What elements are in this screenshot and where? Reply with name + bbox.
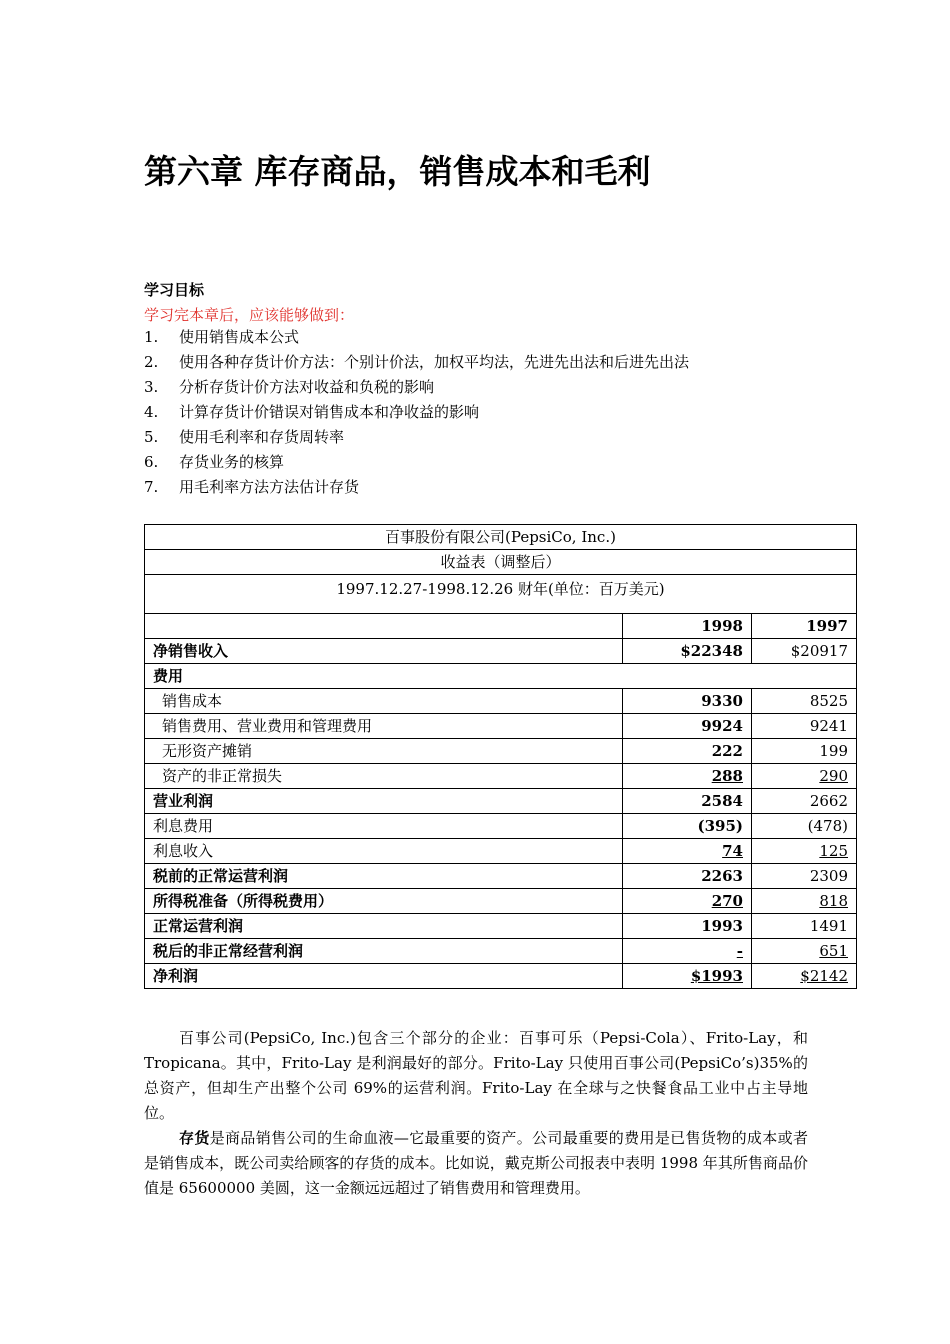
table-row xyxy=(145,964,857,989)
table-row xyxy=(145,889,857,914)
value-1997: 8525 xyxy=(752,689,857,714)
paragraph-inventory-text: 是商品销售公司的生命血液—它最重要的资产。公司最重要的费用是已售货物的成本或者是销售成本，既公司卖给顾客的存货的成本。比如说，戴克斯公司报表中表明 1998 年其所售商品价值是 65600000 美圆，这一金额远远超过了销售费用和管理费用。 xyxy=(144,1129,808,1197)
value-1998: 288 xyxy=(623,764,752,789)
objective-item xyxy=(144,478,689,503)
table-row xyxy=(145,939,857,964)
row-label-operating-profit: 营业利润 xyxy=(145,789,623,814)
table-row xyxy=(145,714,857,739)
row-label-impairment: 资产的非正常损失 xyxy=(145,764,623,789)
value-1997: $20917 xyxy=(752,639,857,664)
objective-item xyxy=(144,453,689,478)
objective-text: 计算存货计价错误对销售成本和净收益的影响 xyxy=(179,403,480,421)
value-1998: (395) xyxy=(623,814,752,839)
objective-text: 用毛利率方法方法估计存货 xyxy=(179,478,360,496)
inventory-keyword: 存货 xyxy=(179,1129,210,1147)
value-1997: $2142 xyxy=(752,964,857,989)
value-1997: 125 xyxy=(752,839,857,864)
table-row xyxy=(145,814,857,839)
objective-number: 5. xyxy=(144,428,159,446)
value-1997: (478) xyxy=(752,814,857,839)
objectives-intro: 学习完本章后，应该能够做到： xyxy=(144,306,355,324)
objective-item xyxy=(144,403,689,428)
objective-item xyxy=(144,428,689,453)
objective-text: 使用销售成本公式 xyxy=(179,328,300,346)
row-label-expenses: 费用 xyxy=(145,664,857,689)
value-1997: 818 xyxy=(752,889,857,914)
objective-item xyxy=(144,378,689,403)
row-label-cost-of-sales: 销售成本 xyxy=(145,689,623,714)
row-label-net-income: 净利润 xyxy=(145,964,623,989)
body-text xyxy=(144,1026,808,1201)
value-1997: 651 xyxy=(752,939,857,964)
value-1997: 199 xyxy=(752,739,857,764)
objective-number: 4. xyxy=(144,403,159,421)
value-1998: 270 xyxy=(623,889,752,914)
value-1997: 2662 xyxy=(752,789,857,814)
row-label-amortization: 无形资产摊销 xyxy=(145,739,623,764)
value-1998: 74 xyxy=(623,839,752,864)
value-1998: $22348 xyxy=(623,639,752,664)
table-row xyxy=(145,764,857,789)
row-label-continuing-income: 正常运营利润 xyxy=(145,914,623,939)
value-1997: 9241 xyxy=(752,714,857,739)
table-header-row xyxy=(145,614,857,639)
value-1997: 290 xyxy=(752,764,857,789)
objective-number: 3. xyxy=(144,378,159,396)
value-1998: 2584 xyxy=(623,789,752,814)
column-header-1997: 1997 xyxy=(752,614,857,639)
table-row xyxy=(145,864,857,889)
row-label-discontinued: 税后的非正常经营利润 xyxy=(145,939,623,964)
table-row xyxy=(145,839,857,864)
table-row xyxy=(145,689,857,714)
value-1998: $1993 xyxy=(623,964,752,989)
table-row xyxy=(145,914,857,939)
table-row xyxy=(145,789,857,814)
objective-item xyxy=(144,328,689,353)
row-label-net-sales: 净销售收入 xyxy=(145,639,623,664)
objectives-heading: 学习目标 xyxy=(144,281,205,299)
row-label-interest-expense: 利息费用 xyxy=(145,814,623,839)
company-name: 百事股份有限公司(PepsiCo, Inc.) xyxy=(145,525,857,550)
table-row xyxy=(145,739,857,764)
row-label-sga: 销售费用、营业费用和管理费用 xyxy=(145,714,623,739)
income-statement-table xyxy=(144,524,857,989)
objective-number: 1. xyxy=(144,328,159,346)
value-1998: 222 xyxy=(623,739,752,764)
value-1997: 2309 xyxy=(752,864,857,889)
objective-text: 分析存货计价方法对收益和负税的影响 xyxy=(179,378,435,396)
objective-text: 使用毛利率和存货周转率 xyxy=(179,428,345,446)
row-label-pretax-income: 税前的正常运营利润 xyxy=(145,864,623,889)
value-1997: 1491 xyxy=(752,914,857,939)
value-1998: 2263 xyxy=(623,864,752,889)
objectives-list xyxy=(144,328,689,503)
objective-text: 存货业务的核算 xyxy=(179,453,285,471)
statement-name: 收益表（调整后） xyxy=(145,550,857,575)
row-label-income-tax: 所得税准备（所得税费用） xyxy=(145,889,623,914)
value-1998: 1993 xyxy=(623,914,752,939)
column-header-1998: 1998 xyxy=(623,614,752,639)
objective-number: 6. xyxy=(144,453,159,471)
value-1998: - xyxy=(623,939,752,964)
objective-item xyxy=(144,353,689,378)
statement-period: 1997.12.27-1998.12.26 财年(单位：百万美元) xyxy=(145,575,857,614)
objective-number: 7. xyxy=(144,478,159,496)
chapter-title: 第六章 库存商品，销售成本和毛利 xyxy=(144,152,651,191)
table-row xyxy=(145,664,857,689)
paragraph-pepsico: 百事公司(PepsiCo, Inc.)包含三个部分的企业：百事可乐（Pepsi-Cola）、Frito-Lay，和 Tropicana。其中，Frito-Lay 是利润最好的部分。Frito-Lay 只使用百事公司(PepsiCo’s)35%的总资产，但却生产出整个公司 69%的运营利润。Frito-Lay 在全球与之快餐食品工业中占主导地位。 xyxy=(144,1029,808,1122)
paragraph-inventory xyxy=(144,1126,808,1201)
row-label-interest-income: 利息收入 xyxy=(145,839,623,864)
table-row xyxy=(145,639,857,664)
value-1998: 9924 xyxy=(623,714,752,739)
value-1998: 9330 xyxy=(623,689,752,714)
objective-number: 2. xyxy=(144,353,159,371)
objective-text: 使用各种存货计价方法：个别计价法，加权平均法，先进先出法和后进先出法 xyxy=(179,353,690,371)
